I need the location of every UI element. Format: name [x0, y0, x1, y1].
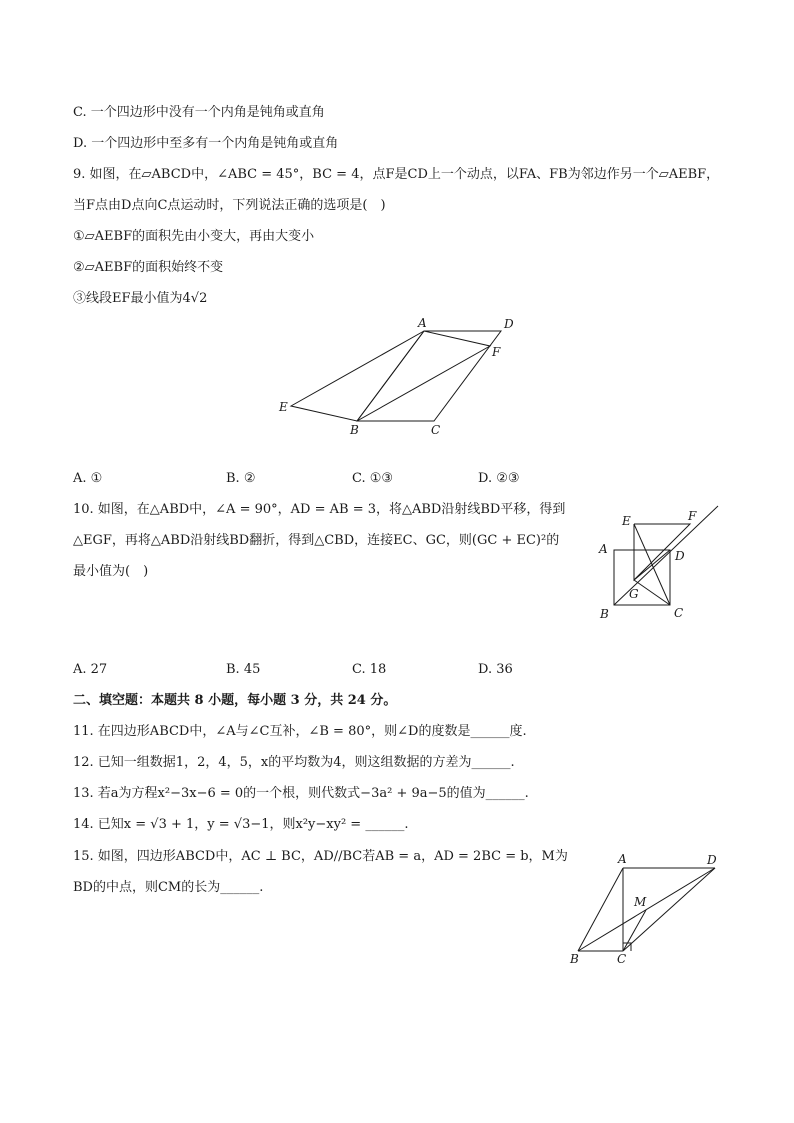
q10-stem-line3: 最小值为( ) — [73, 564, 149, 579]
q10-segment-ec — [634, 524, 670, 605]
q15-stem-line2: BD的中点，则CM的长为______. — [73, 880, 264, 895]
q8-option-d: D. 一个四边形中至多有一个内角是钝角或直角 — [73, 136, 339, 151]
q9-label-b: B — [350, 423, 359, 437]
q10-choice-d: D. 36 — [478, 662, 513, 677]
q12-text: 12. 已知一组数据1，2，4，5，x的平均数为4，则这组数据的方差为______. — [73, 755, 515, 770]
q10-label-e: E — [622, 514, 631, 528]
q15-segment-ab — [578, 868, 623, 951]
q9-choice-c: C. ①③ — [352, 471, 394, 486]
q15-right-angle-mark — [623, 943, 631, 951]
q9-choice-a: A. ① — [73, 471, 103, 486]
q15-label-b: B — [570, 952, 579, 966]
q9-choice-b: B. ② — [226, 471, 256, 486]
q10-triangle-egf — [634, 524, 690, 580]
q9-label-a: A — [418, 316, 427, 330]
q15-label-d: D — [707, 853, 717, 867]
q9-stem-line1: 9. 如图，在▱ABCD中，∠ABC = 45°，BC = 4，点F是CD上一个动点，以FA、FB为邻边作另一个▱AEBF， — [73, 167, 720, 182]
q14-text: 14. 已知x = √3 + 1，y = √3−1，则x²y−xy² = ______. — [73, 817, 409, 832]
q9-statement-1: ①▱AEBF的面积先由小变大，再由大变小 — [73, 229, 315, 244]
q10-square-abcd — [614, 550, 670, 605]
q10-stem-line2: △EGF，再将△ABD沿射线BD翻折，得到△CBD，连接EC、GC，则(GC + EC)²的 — [73, 533, 560, 548]
q8-option-c: C. 一个四边形中没有一个内角是钝角或直角 — [73, 105, 325, 120]
q9-statement-3: ③线段EF最小值为4√2 — [73, 291, 208, 306]
q10-stem-line1: 10. 如图，在△ABD中，∠A = 90°，AD = AB = 3，将△ABD沿射线BD平移，得到 — [73, 502, 566, 517]
q15-label-a: A — [618, 852, 627, 866]
q15-segment-bd — [578, 868, 715, 951]
q15-segment-dc — [623, 868, 715, 951]
q9-parallelogram-aebf — [291, 331, 490, 421]
q9-label-e: E — [279, 400, 288, 414]
q15-label-m: M — [634, 895, 647, 909]
q9-segment-ab — [357, 331, 424, 421]
q10-label-a: A — [599, 542, 608, 556]
q10-label-d: D — [675, 549, 685, 563]
q15-stem-line1: 15. 如图，四边形ABCD中，AC ⊥ BC，AD//BC若AB = a，AD = 2BC = b，M为 — [73, 849, 568, 864]
q15-label-c: C — [617, 952, 627, 966]
q10-label-f: F — [688, 509, 697, 523]
q9-statement-2: ②▱AEBF的面积始终不变 — [73, 260, 224, 275]
q9-choice-d: D. ②③ — [478, 471, 520, 486]
q10-choice-b: B. 45 — [226, 662, 261, 677]
q9-parallelogram-abcd — [357, 331, 501, 421]
q10-segment-gc — [634, 580, 670, 605]
q15-segment-cm — [623, 910, 646, 951]
q10-label-b: B — [600, 607, 609, 621]
q10-segment-gd — [634, 550, 670, 580]
section-2-heading: 二、填空题：本题共 8 小题，每小题 3 分，共 24 分。 — [73, 693, 397, 708]
q10-label-c: C — [674, 606, 684, 620]
q10-ray-bd — [614, 506, 718, 605]
q11-text: 11. 在四边形ABCD中，∠A与∠C互补，∠B = 80°，则∠D的度数是______度. — [73, 724, 527, 739]
q10-choice-c: C. 18 — [352, 662, 387, 677]
q9-label-d: D — [504, 317, 514, 331]
q9-label-f: F — [492, 345, 501, 359]
q10-choice-a: A. 27 — [73, 662, 108, 677]
q9-label-c: C — [431, 423, 441, 437]
q13-text: 13. 若a为方程x²−3x−6 = 0的一个根，则代数式−3a² + 9a−5的值为______. — [73, 786, 529, 801]
q10-label-g: G — [629, 587, 639, 601]
q9-stem-line2: 当F点由D点向C点运动时，下列说法正确的选项是( ) — [73, 198, 386, 213]
